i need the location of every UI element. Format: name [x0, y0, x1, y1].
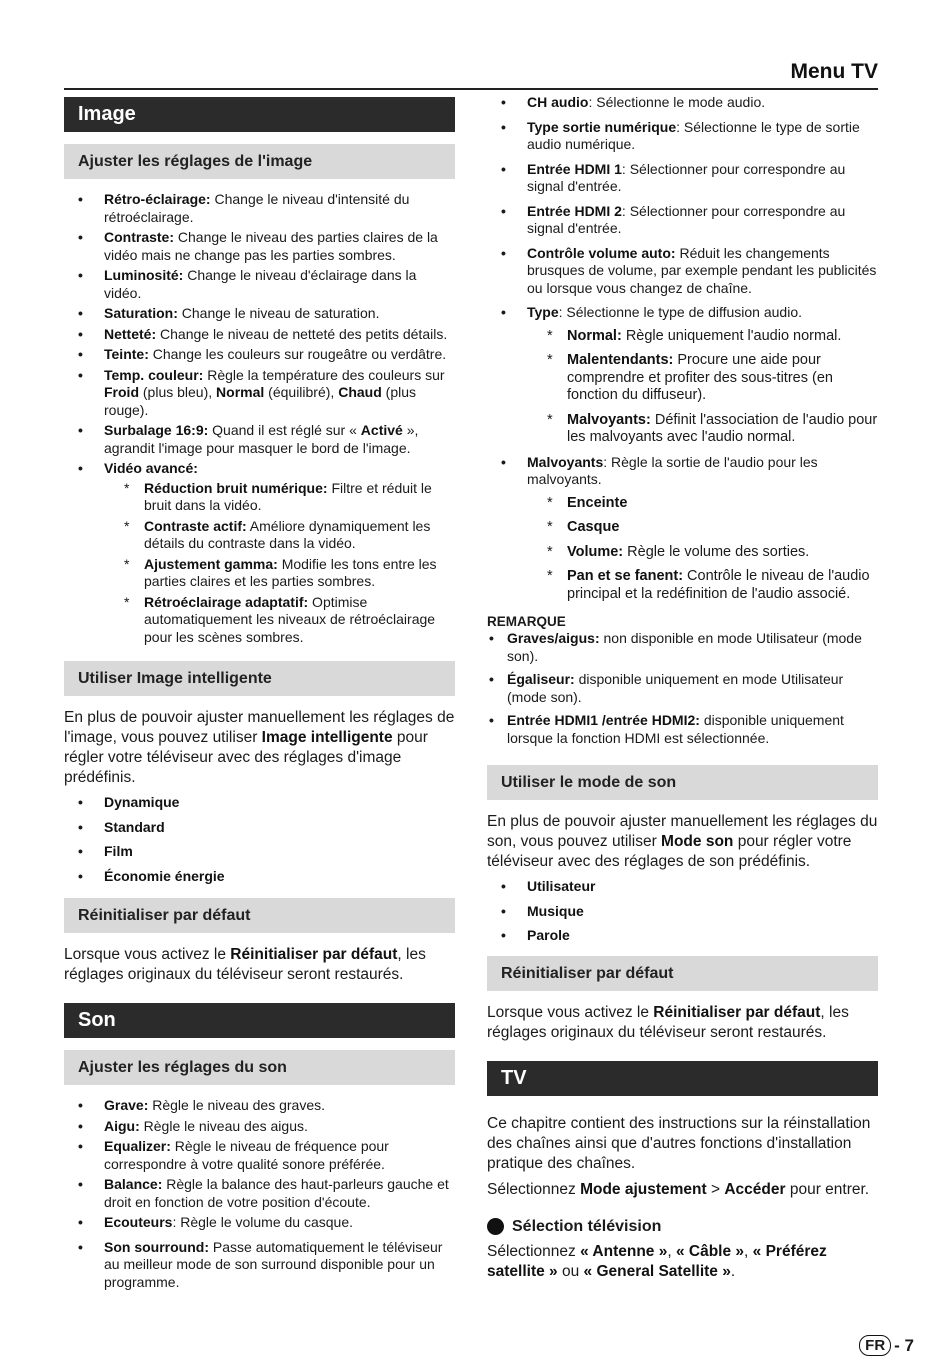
subsection-title-smart-image: Utiliser Image intelligente	[64, 661, 455, 696]
language-badge: FR	[859, 1335, 891, 1356]
left-column	[64, 97, 455, 1294]
list-item: • Entrée HDMI 1: Sélectionner pour correspondre au signal d'entrée.	[487, 161, 878, 196]
sound-settings-list	[64, 1097, 455, 1291]
note-item: • Égaliseur: disponible uniquement en mode Utilisateur (mode son).	[487, 671, 878, 706]
subsection-title-reset-image: Réinitialiser par défaut	[64, 898, 455, 933]
list-item-surbalage: • Surbalage 16:9: Quand il est réglé sur « Activé », agrandit l'image pour masquer le bord de l'image.	[64, 422, 455, 457]
subsection-title-adjust-image: Ajuster les réglages de l'image	[64, 144, 455, 179]
video-advanced-sublist	[104, 480, 455, 647]
sub-item: * Enceinte	[527, 495, 878, 513]
list-item-video-avance: • Vidéo avancé: * Réduction bruit numérique: Filtre et réduit le bruit dans la vidéo. * Contraste actif: Améliore dynamiquement les détails du contraste dans la vidéo. * Ajustement gamma: Modifie les tons entre les parties claires et les parties sombres. * Rétroéclairage adaptatif: Optimise automatiquement les niveaux de rétroéclairage pour les scènes sombres.	[64, 460, 455, 646]
list-item: • Parole	[487, 927, 878, 945]
list-item: • CH audio: Sélectionne le mode audio.	[487, 94, 878, 112]
section-title-tv: TV	[487, 1061, 878, 1096]
sound-mode-list	[487, 878, 878, 945]
list-item: • Économie énergie	[64, 868, 455, 886]
sub-item: * Pan et se fanent: Contrôle le niveau de l'audio principal et la redéfinition de l'audio associé.	[527, 568, 878, 603]
list-item: • Dynamique	[64, 794, 455, 812]
list-item-type: • Type: Sélectionne le type de diffusion audio. * Normal: Règle uniquement l'audio normal. * Malentendants: Procure une aide pour comprendre et profiter des sous-titres (en fonction du diffuseur). * Malvoyants: Définit l'association de l'audio pour les malvoyants avec l'audio normal.	[487, 304, 878, 447]
page-header-title: Menu TV	[790, 60, 878, 83]
tv-intro-paragraph: Ce chapitre contient des instructions sur la réinstallation des chaînes ainsi que d'autres fonctions d'installation pratique des chaînes.	[487, 1114, 871, 1172]
note-item: • Entrée HDMI1 /entrée HDMI2: disponible uniquement lorsque la fonction HDMI est sélectionnée.	[487, 712, 878, 747]
list-item: • Entrée HDMI 2: Sélectionner pour correspondre au signal d'entrée.	[487, 203, 878, 238]
list-item: • Netteté: Change le niveau de netteté des petits détails.	[64, 326, 455, 344]
note-title: REMARQUE	[487, 614, 566, 629]
list-item: • Contraste: Change le niveau des parties claires de la vidéo mais ne change pas les parties sombres.	[64, 229, 455, 264]
list-item: • Equalizer: Règle le niveau de fréquence pour correspondre à votre qualité sonore préférée.	[64, 1138, 455, 1173]
subsection-title-adjust-son: Ajuster les réglages du son	[64, 1050, 455, 1085]
list-item: • Rétro-éclairage: Change le niveau d'intensité du rétroéclairage.	[64, 191, 455, 226]
tv-selection-heading	[487, 1218, 878, 1236]
list-item: • Type sortie numérique: Sélectionne le type de sortie audio numérique.	[487, 119, 878, 154]
list-item: • Contrôle volume auto: Réduit les changements brusques de volume, par exemple pendant les publicités ou lorsque vous changez de chaîne.	[487, 245, 878, 298]
image-settings-list	[64, 191, 455, 646]
page-number: - 7	[894, 1335, 914, 1355]
sub-item: * Malentendants: Procure une aide pour comprendre et profiter des sous-titres (en fonction du diffuseur).	[527, 352, 878, 405]
list-item: • Film	[64, 843, 455, 861]
smart-image-paragraph: En plus de pouvoir ajuster manuellement les réglages de l'image, vous pouvez utiliser Image intelligente pour régler votre téléviseur avec des réglages d'image prédéfinis.	[64, 709, 455, 786]
sub-item: * Ajustement gamma: Modifie les tons entre les parties claires et les parties sombres.	[104, 556, 455, 591]
list-item: • Teinte: Change les couleurs sur rougeâtre ou verdâtre.	[64, 346, 455, 364]
sub-item: * Rétroéclairage adaptatif: Optimise automatiquement les niveaux de rétroéclairage pour les scènes sombres.	[104, 594, 455, 647]
list-item: • Musique	[487, 903, 878, 921]
sub-item: * Normal: Règle uniquement l'audio normal.	[527, 328, 878, 346]
tv-selection-title: Sélection télévision	[512, 1217, 662, 1235]
sound-settings-list-continued	[487, 94, 878, 603]
list-item: • Saturation: Change le niveau de saturation.	[64, 305, 455, 323]
tv-selection-paragraph: Sélectionnez « Antenne », « Câble », « Préférez satellite » ou « General Satellite ».	[487, 1242, 827, 1280]
tv-select-paragraph: Sélectionnez Mode ajustement > Accéder pour entrer.	[487, 1180, 870, 1198]
note-item: • Graves/aigus: non disponible en mode Utilisateur (mode son).	[487, 630, 878, 665]
note-list	[487, 630, 878, 747]
page-footer	[859, 1335, 914, 1356]
list-item: • Aigu: Règle le niveau des aigus.	[64, 1118, 455, 1136]
malvoyants-sublist	[527, 495, 878, 604]
section-title-son: Son	[64, 1003, 455, 1038]
filled-circle-icon	[487, 1218, 504, 1235]
header-rule	[64, 88, 878, 90]
list-item: • Grave: Règle le niveau des graves.	[64, 1097, 455, 1115]
type-sublist	[527, 328, 878, 447]
list-item: • Balance: Règle la balance des haut-parleurs gauche et droit en fonction de votre position d'écoute.	[64, 1176, 455, 1211]
list-item-malvoyants: • Malvoyants: Règle la sortie de l'audio pour les malvoyants. * Enceinte * Casque * Volume: Règle le volume des sorties. * Pan et se fanent: Contrôle le niveau de l'audio principal et la redéfinition de l'audio associé.	[487, 454, 878, 604]
list-item: • Son sourround: Passe automatiquement le téléviseur au meilleur mode de son surround disponible pour un programme.	[64, 1239, 455, 1292]
list-item: • Utilisateur	[487, 878, 878, 896]
right-column	[487, 94, 878, 1282]
subsection-title-sound-mode: Utiliser le mode de son	[487, 765, 878, 800]
list-item: • Standard	[64, 819, 455, 837]
section-title-image: Image	[64, 97, 455, 132]
reset-son-paragraph: Lorsque vous activez le Réinitialiser par défaut, les réglages originaux du téléviseur seront restaurés.	[487, 1003, 849, 1041]
sub-item: * Volume: Règle le volume des sorties.	[527, 544, 878, 562]
sub-item: * Malvoyants: Définit l'association de l'audio pour les malvoyants avec l'audio normal.	[527, 412, 878, 447]
sound-mode-paragraph: En plus de pouvoir ajuster manuellement les réglages du son, vous pouvez utiliser Mode son pour régler votre téléviseur avec des réglages de son prédéfinis.	[487, 813, 878, 870]
list-item-temp-couleur: • Temp. couleur: Règle la température des couleurs sur Froid (plus bleu), Normal (équilibré), Chaud (plus rouge).	[64, 367, 455, 420]
sub-item: * Réduction bruit numérique: Filtre et réduit le bruit dans la vidéo.	[104, 480, 455, 515]
subsection-title-reset-son: Réinitialiser par défaut	[487, 956, 878, 991]
sub-item: * Casque	[527, 519, 878, 537]
list-item: • Ecouteurs: Règle le volume du casque.	[64, 1214, 455, 1232]
list-item: • Luminosité: Change le niveau d'éclairage dans la vidéo.	[64, 267, 455, 302]
sub-item: * Contraste actif: Améliore dynamiquement les détails du contraste dans la vidéo.	[104, 518, 455, 553]
smart-image-list	[64, 794, 455, 885]
reset-image-paragraph: Lorsque vous activez le Réinitialiser par défaut, les réglages originaux du téléviseur seront restaurés.	[64, 946, 426, 983]
